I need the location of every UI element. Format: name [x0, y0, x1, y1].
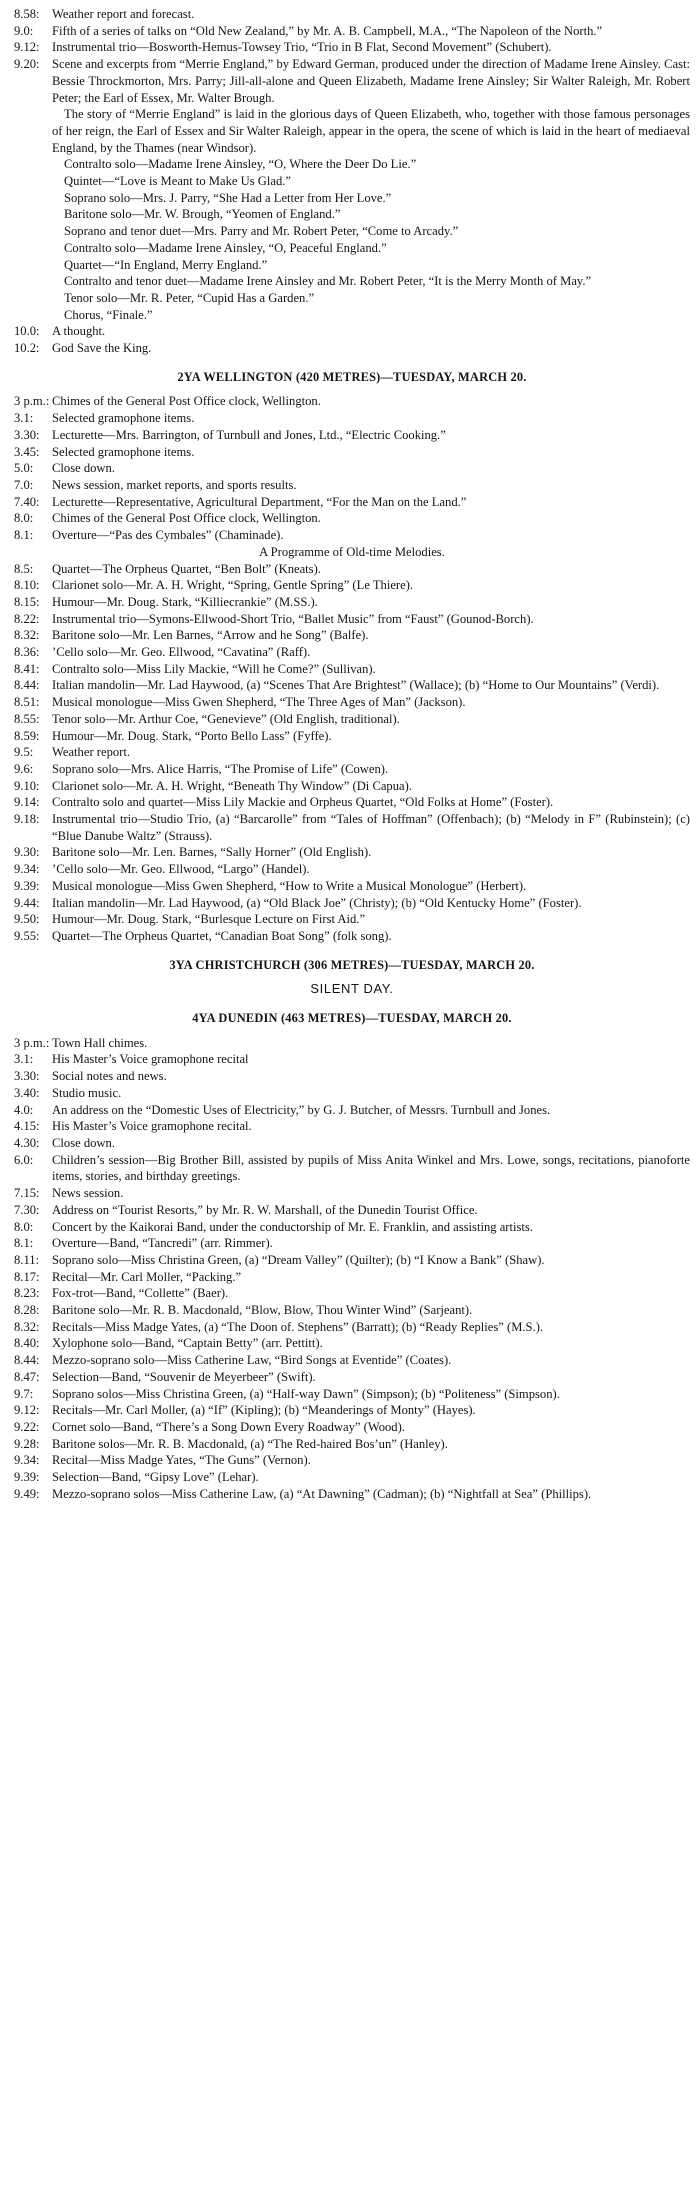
programme-entry [14, 1185, 690, 1202]
programme-entry [14, 444, 690, 461]
programme-entry [14, 778, 690, 795]
entry-time: 3.30: [14, 427, 40, 442]
entry-time: 8.36: [14, 645, 40, 660]
opera-item: Baritone solo—Mr. W. Brough, “Yeomen of England.” [64, 207, 341, 222]
entry-text: Quartet—The Orpheus Quartet, “Canadian Boat Song” (folk song). [52, 928, 392, 943]
programme-entry [14, 594, 690, 611]
entry-text: Humour—Mr. Doug. Stark, “Porto Bello Lass” (Fyffe). [52, 728, 332, 743]
entry-time: 3.1: [14, 411, 34, 426]
opera-item: Chorus, “Finale.” [64, 307, 153, 322]
section-4ya-dunedin [14, 1010, 690, 1502]
station-heading: 2YA WELLINGTON (420 METRES)—TUESDAY, MARCH 20. [177, 369, 527, 384]
entry-time: 3 p.m.: [14, 1035, 50, 1050]
programme-entry [14, 1285, 690, 1302]
entry-time: 8.58: [14, 7, 40, 21]
opera-item: Soprano and tenor duet—Mrs. Parry and Mr. Robert Peter, “Come to Arcady.” [64, 224, 459, 239]
programme-entry [14, 911, 690, 928]
programme-entry [14, 1202, 690, 1219]
entry-text: ’Cello solo—Mr. Geo. Ellwood, “Cavatina” (Raff). [52, 645, 311, 660]
entry-text: Scene and excerpts from “Merrie England,” by Edward German, produced under the direction of Madame Irene Ainsley. Cast: Bessie Throckmorton, Mrs. Parry; Jill-all-alone and Queen Elizabeth, Madame Irene Ainsley; Sir Walter Raleigh, Mr. Robert Peter; the Earl of Essex, Mr. Walter Brough. [52, 57, 690, 105]
entry-text: Soprano solo—Mrs. Alice Harris, “The Promise of Life” (Cowen). [52, 761, 389, 776]
programme-entry [14, 1319, 690, 1336]
programme-entry [14, 844, 690, 861]
entry-time: 4.30: [14, 1136, 40, 1150]
programme-entry [14, 861, 690, 878]
entry-time: 3.45: [14, 444, 40, 459]
entry-time: 9.28: [14, 1436, 40, 1451]
entry-time: 8.23: [14, 1286, 40, 1301]
entry-text: Musical monologue—Miss Gwen Shepherd, “How to Write a Musical Monologue” (Herbert). [52, 878, 527, 893]
entry-time: 3.1: [14, 1052, 34, 1067]
programme-entry [14, 1402, 690, 1419]
programme-entry [14, 1152, 690, 1185]
programme-entry [14, 811, 690, 844]
entry-text: Recitals—Mr. Carl Moller, (a) “If” (Kipling); (b) “Meanderings of Monty” (Hayes). [52, 1403, 476, 1418]
programme-subheading: A Programme of Old-time Melodies. [259, 544, 445, 559]
programme-entry [14, 393, 690, 410]
entry-text: ’Cello solo—Mr. Geo. Ellwood, “Largo” (Handel). [52, 862, 310, 877]
entry-time: 8.55: [14, 711, 40, 726]
opera-story: The story of “Merrie England” is laid in the glorious days of Queen Elizabeth, who, together with those famous personages of her reign, the Earl of Essex and Sir Walter Raleigh, appear in the opera, the scene of which is laid in the heart of mediaeval England, by the Thames (near Windsor). [52, 107, 690, 155]
entry-time: 4.0: [14, 1102, 34, 1117]
entry-text: Concert by the Kaikorai Band, under the conductorship of Mr. E. Franklin, and assisting artists. [52, 1219, 533, 1234]
entry-time: 9.12: [14, 1403, 40, 1418]
programme-entry [14, 895, 690, 912]
entry-text: Xylophone solo—Band, “Captain Betty” (arr. Pettitt). [52, 1336, 323, 1351]
entry-text: An address on the “Domestic Uses of Electricity,” by G. J. Butcher, of Messrs. Turnbull and Jones. [52, 1102, 551, 1117]
entry-text: Selection—Band, “Souvenir de Meyerbeer” (Swift). [52, 1369, 316, 1384]
station-heading: 3YA CHRISTCHURCH (306 METRES)—TUESDAY, MARCH 20. [169, 957, 535, 972]
entry-text: Italian mandolin—Mr. Lad Haywood, (a) “Old Black Joe” (Christy); (b) “Old Kentucky Home” (Foster). [52, 895, 582, 910]
entry-text: His Master’s Voice gramophone recital. [52, 1119, 252, 1134]
entry-time: 8.17: [14, 1269, 40, 1284]
opera-item: Contralto solo—Madame Irene Ainsley, “O, Where the Deer Do Lie.” [64, 157, 417, 172]
entry-time: 8.1: [14, 1236, 34, 1251]
entry-text: Close down. [52, 461, 115, 476]
entry-text: Baritone solo—Mr. Len. Barnes, “Sally Horner” (Old English). [52, 845, 372, 860]
programme-entry [14, 1085, 690, 1102]
programme-entry [14, 427, 690, 444]
programme-entry [14, 577, 690, 594]
station-heading: 4YA DUNEDIN (463 METRES)—TUESDAY, MARCH 20. [192, 1011, 512, 1026]
entry-time: 4.15: [14, 1119, 40, 1134]
programme-entry [14, 761, 690, 778]
programme-entry [14, 1235, 690, 1252]
entry-time: 9.22: [14, 1419, 40, 1434]
programme-entry [14, 1419, 690, 1436]
entry-time: 10.2: [14, 341, 40, 356]
entry-time: 8.0: [14, 511, 34, 526]
programme-entry [14, 340, 690, 357]
entry-time: 8.40: [14, 1336, 40, 1351]
programme-entry [14, 1118, 690, 1135]
programme-entry [14, 56, 690, 106]
entry-time: 7.30: [14, 1202, 40, 1217]
programme-entry [14, 744, 690, 761]
programme-entry [14, 928, 690, 945]
entry-text: Baritone solos—Mr. R. B. Macdonald, (a) “The Red-haired Bos’un” (Hanley). [52, 1436, 448, 1451]
entry-time: 8.59: [14, 728, 40, 743]
entry-time: 8.22: [14, 611, 40, 626]
programme-entry [14, 611, 690, 628]
entry-time: 9.14: [14, 795, 40, 810]
entry-time: 8.0: [14, 1219, 34, 1234]
programme-entry [14, 1369, 690, 1386]
entry-time: 9.34: [14, 862, 40, 877]
entry-time: 9.20: [14, 57, 40, 72]
programme-entry [14, 510, 690, 527]
programme-entry [14, 1035, 690, 1052]
entry-time: 8.51: [14, 695, 40, 710]
entry-time: 3.40: [14, 1085, 40, 1100]
entry-text: Clarionet solo—Mr. A. H. Wright, “Beneath Thy Window” (Di Capua). [52, 778, 412, 793]
entry-text: Selected gramophone items. [52, 444, 195, 459]
entry-time: 8.11: [14, 1252, 40, 1267]
entry-text: Overture—“Pas des Cymbales” (Chaminade). [52, 528, 284, 543]
entry-text: Chimes of the General Post Office clock, Wellington. [52, 394, 321, 409]
opera-item: Soprano solo—Mrs. J. Parry, “She Had a Letter from Her Love.” [64, 190, 392, 205]
entry-text: Humour—Mr. Doug. Stark, “Burlesque Lecture on First Aid.” [52, 912, 366, 927]
entry-text: Town Hall chimes. [52, 1035, 148, 1050]
opera-item: Tenor solo—Mr. R. Peter, “Cupid Has a Garden.” [64, 290, 315, 305]
entry-time: 9.49: [14, 1486, 40, 1501]
entry-text: Studio music. [52, 1085, 122, 1100]
programme-entry [14, 794, 690, 811]
entry-text: Italian mandolin—Mr. Lad Haywood, (a) “Scenes That Are Brightest” (Wallace); (b) “Home to Our Mountains” (Verdi). [52, 678, 660, 693]
section-2ya-wellington [14, 369, 690, 945]
entry-text: Close down. [52, 1136, 115, 1150]
entry-text: Selection—Band, “Gipsy Love” (Lehar). [52, 1470, 259, 1485]
entry-time: 8.44: [14, 1353, 40, 1368]
entry-time: 8.32: [14, 1319, 40, 1334]
entry-text: God Save the King. [52, 341, 152, 356]
opera-item: Contralto solo—Madame Irene Ainsley, “O, Peaceful England.” [64, 240, 387, 255]
entry-text: Lecturette—Representative, Agricultural Department, “For the Man on the Land.” [52, 494, 467, 509]
entry-text: Contralto solo—Miss Lily Mackie, “Will he Come?” (Sullivan). [52, 661, 376, 676]
section-continuation [14, 6, 690, 357]
programme-entry [14, 460, 690, 477]
programme-entry [14, 1452, 690, 1469]
entry-text: Mezzo-soprano solos—Miss Catherine Law, (a) “At Dawning” (Cadman); (b) “Nightfall at Sea” (Phillips). [52, 1486, 592, 1501]
entry-text: Overture—Band, “Tancredi” (arr. Rimmer). [52, 1236, 273, 1251]
entry-text: Instrumental trio—Symons-Ellwood-Short Trio, “Ballet Music” from “Faust” (Gounod-Borch). [52, 611, 534, 626]
entry-text: Tenor solo—Mr. Arthur Coe, “Genevieve” (Old English, traditional). [52, 711, 400, 726]
entry-time: 9.12: [14, 40, 40, 55]
entry-text: Quartet—The Orpheus Quartet, “Ben Bolt” (Kneats). [52, 561, 321, 576]
silent-day-notice: SILENT DAY. [310, 981, 394, 997]
entry-time: 9.34: [14, 1453, 40, 1468]
entry-time: 9.44: [14, 895, 40, 910]
entry-text: Contralto solo and quartet—Miss Lily Mackie and Orpheus Quartet, “Old Folks at Home” (Foster). [52, 795, 554, 810]
entry-time: 8.32: [14, 628, 40, 643]
entry-text: Baritone solo—Mr. Len Barnes, “Arrow and he Song” (Balfe). [52, 628, 369, 643]
entry-text: Instrumental trio—Bosworth-Hemus-Towsey Trio, “Trio in B Flat, Second Movement” (Schubert). [52, 40, 552, 55]
section-3ya-christchurch [14, 957, 690, 998]
entry-text: Clarionet solo—Mr. A. H. Wright, “Spring, Gentle Spring” (Le Thiere). [52, 578, 414, 593]
entry-text: Instrumental trio—Studio Trio, (a) “Barcarolle” from “Tales of Hoffman” (Offenbach); (b) “Melody in F” (Rubinstein); (c) “Blue Danube Waltz” (Strauss). [52, 812, 690, 843]
entry-time: 10.0: [14, 324, 40, 339]
programme-entry [14, 644, 690, 661]
programme-entry [14, 1386, 690, 1403]
programme-entry [14, 561, 690, 578]
programme-entry [14, 728, 690, 745]
opera-item: Contralto and tenor duet—Madame Irene Ainsley and Mr. Robert Peter, “It is the Merry Month of May.” [64, 274, 592, 289]
entry-time: 8.1: [14, 528, 34, 543]
programme-entry [14, 39, 690, 56]
entry-time: 9.55: [14, 928, 40, 943]
entry-time: 9.7: [14, 1386, 34, 1401]
programme-entry [14, 1051, 690, 1068]
entry-time: 8.41: [14, 661, 40, 676]
opera-item: Quintet—“Love is Meant to Make Us Glad.” [64, 174, 291, 189]
entry-time: 8.28: [14, 1303, 40, 1318]
entry-text: Selected gramophone items. [52, 411, 195, 426]
opera-item: Quartet—“In England, Merry England.” [64, 257, 268, 272]
programme-entry [14, 1102, 690, 1119]
programme-entry [14, 23, 690, 40]
programme-entry [14, 1436, 690, 1453]
entry-time: 7.15: [14, 1186, 40, 1201]
entry-text: His Master’s Voice gramophone recital [52, 1052, 249, 1067]
programme-entry [14, 1135, 690, 1152]
entry-text: Social notes and news. [52, 1069, 167, 1084]
entry-text: News session. [52, 1186, 124, 1201]
entry-time: 8.10: [14, 578, 40, 593]
entry-text: Mezzo-soprano solo—Miss Catherine Law, “Bird Songs at Eventide” (Coates). [52, 1353, 452, 1368]
entry-time: 9.39: [14, 878, 40, 893]
entry-text: Recital—Miss Madge Yates, “The Guns” (Vernon). [52, 1453, 311, 1468]
entry-text: Baritone solo—Mr. R. B. Macdonald, “Blow, Blow, Thou Winter Wind” (Sarjeant). [52, 1303, 473, 1318]
entry-text: Fifth of a series of talks on “Old New Zealand,” by Mr. A. B. Campbell, M.A., “The Napoleon of the North.” [52, 23, 603, 38]
entry-text: Fox-trot—Band, “Collette” (Baer). [52, 1286, 229, 1301]
programme-entry [14, 694, 690, 711]
programme-entry [14, 1302, 690, 1319]
entry-time: 3 p.m.: [14, 394, 50, 409]
entry-time: 5.0: [14, 461, 34, 476]
entry-text: Musical monologue—Miss Gwen Shepherd, “The Three Ages of Man” (Jackson). [52, 695, 466, 710]
entry-time: 7.0: [14, 477, 34, 492]
programme-entry [14, 527, 690, 544]
entry-time: 9.6: [14, 761, 34, 776]
programme-entry [14, 1352, 690, 1369]
programme-entry [14, 410, 690, 427]
programme-entry [14, 1219, 690, 1236]
entry-text: Chimes of the General Post Office clock, Wellington. [52, 511, 321, 526]
entry-time: 8.44: [14, 678, 40, 693]
programme-entry [14, 1486, 690, 1503]
entry-time: 8.15: [14, 594, 40, 609]
programme-entry [14, 6, 690, 23]
programme-entry [14, 477, 690, 494]
entry-text: Address on “Tourist Resorts,” by Mr. R. W. Marshall, of the Dunedin Tourist Office. [52, 1202, 478, 1217]
programme-entry [14, 494, 690, 511]
entry-time: 9.30: [14, 845, 40, 860]
programme-entry [14, 1269, 690, 1286]
entry-text: Lecturette—Mrs. Barrington, of Turnbull and Jones, Ltd., “Electric Cooking.” [52, 427, 446, 442]
programme-entry [14, 677, 690, 694]
entry-text: Recitals—Miss Madge Yates, (a) “The Doon of. Stephens” (Barratt); (b) “Ready Replies” (M.S.). [52, 1319, 544, 1334]
programme-entry [14, 627, 690, 644]
entry-time: 9.10: [14, 778, 40, 793]
entry-text: News session, market reports, and sports results. [52, 477, 297, 492]
entry-time: 8.5: [14, 561, 34, 576]
programme-entry [14, 1252, 690, 1269]
programme-entry [14, 1469, 690, 1486]
programme-entry [14, 878, 690, 895]
entry-time: 7.40: [14, 494, 40, 509]
entry-time: 9.39: [14, 1470, 40, 1485]
programme-entry [14, 711, 690, 728]
entry-time: 9.18: [14, 812, 40, 827]
programme-entry [14, 661, 690, 678]
entry-text: Children’s session—Big Brother Bill, assisted by pupils of Miss Anita Winkel and Mrs. Lowe, songs, recitations, pianoforte items, stories, and birthday greetings. [52, 1152, 690, 1184]
entry-text: Weather report. [52, 745, 131, 760]
entry-text: Soprano solos—Miss Christina Green, (a) “Half-way Dawn” (Simpson); (b) “Politeness” (Simpson). [52, 1386, 560, 1401]
entry-time: 9.50: [14, 912, 40, 927]
programme-entry [14, 1335, 690, 1352]
entry-text: Cornet solo—Band, “There’s a Song Down Every Roadway” (Wood). [52, 1419, 405, 1434]
programme-entry [14, 1068, 690, 1085]
entry-time: 9.5: [14, 745, 34, 760]
entry-time: 3.30: [14, 1069, 40, 1084]
entry-text: Recital—Mr. Carl Moller, “Packing.” [52, 1269, 242, 1284]
entry-time: 6.0: [14, 1152, 34, 1167]
entry-text: Weather report and forecast. [52, 7, 195, 21]
entry-time: 9.0: [14, 23, 34, 38]
programme-entry [14, 323, 690, 340]
entry-text: Soprano solo—Miss Christina Green, (a) “Dream Valley” (Quilter); (b) “I Know a Bank” (Shaw). [52, 1252, 545, 1267]
entry-text: Humour—Mr. Doug. Stark, “Killiecrankie” (M.SS.). [52, 594, 318, 609]
entry-text: A thought. [52, 324, 106, 339]
entry-time: 8.47: [14, 1369, 40, 1384]
